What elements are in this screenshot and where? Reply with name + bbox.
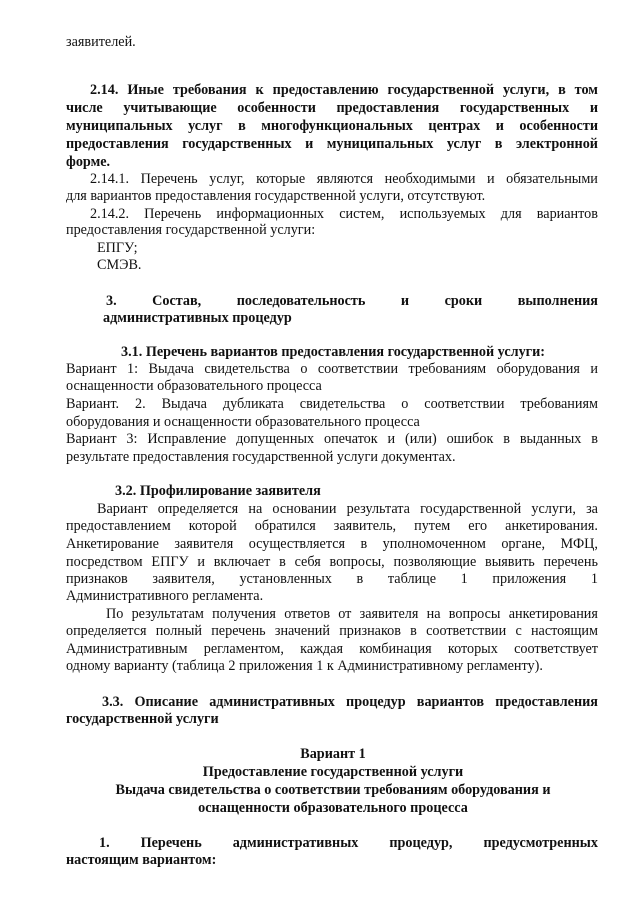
text-line: Административного регламента. xyxy=(66,588,264,604)
variant-subtitle: Выдача свидетельства о соответствии требованиям оборудования и xyxy=(115,782,551,798)
list-item-smev: СМЭВ. xyxy=(97,257,142,273)
text-line: заявителей. xyxy=(66,34,136,50)
section-heading-2-14-line: числе учитывающие особенности предоставления государственных и xyxy=(66,100,598,116)
section-heading-2-14: 2.14. Иные требования к предоставлению государственной услуги, в том xyxy=(90,82,598,98)
text-line: одному варианту (таблица 2 приложения 1 к Административному регламенту). xyxy=(66,658,543,674)
section-heading-2-14-line: форме. xyxy=(66,154,111,170)
variant-2-line: Вариант. 2. Выдача дубликата свидетельства о соответствии требованиям xyxy=(66,396,598,412)
text-line: предоставления государственной услуги: xyxy=(66,222,316,238)
variant-subtitle: Предоставление государственной услуги xyxy=(202,764,464,780)
paragraph-3-2-results: По результатам получения ответов от заявителя на вопросы анкетирования xyxy=(106,606,598,622)
variant-title: Вариант 1 xyxy=(300,746,366,762)
procedures-heading: 1. Перечень административных процедур, предусмотренных xyxy=(99,835,598,851)
variant-subtitle: оснащенности образовательного процесса xyxy=(198,800,468,816)
section-heading-3: 3. Состав, последовательность и сроки выполнения xyxy=(106,293,598,309)
text-line: для вариантов предоставления государственной услуги, отсутствуют. xyxy=(66,188,486,204)
section-heading-3-3: 3.3. Описание административных процедур вариантов предоставления xyxy=(102,694,598,710)
text-line: Анкетирование заявителя осуществляется в уполномоченном органе, МФЦ, xyxy=(66,536,598,552)
variant-3-line: Вариант 3: Исправление допущенных опечаток и (или) ошибок в выданных в xyxy=(66,431,598,447)
text-line: Административным регламентом, каждая комбинация которых соответствует xyxy=(66,641,598,657)
paragraph-3-2: Вариант определяется на основании результата государственной услуги, за xyxy=(97,501,598,517)
text-line: предоставлением которой обратился заявитель, путем его анкетирования. xyxy=(66,518,598,534)
section-heading-3-2: 3.2. Профилирование заявителя xyxy=(115,483,321,499)
variant-1-line: Вариант 1: Выдача свидетельства о соответствии требованиям оборудования и xyxy=(66,361,598,377)
text-line: определяется полный перечень значений признаков в соответствии с настоящим xyxy=(66,623,598,639)
section-heading-2-14-line: предоставления государственных и муниципальных услуг в электронной xyxy=(66,136,598,152)
text-line: результате предоставления государственной услуги документах. xyxy=(66,449,456,465)
list-item-epgu: ЕПГУ; xyxy=(97,240,138,256)
paragraph-2-14-2: 2.14.2. Перечень информационных систем, используемых для вариантов xyxy=(90,206,598,222)
section-heading-3-line: административных процедур xyxy=(103,310,292,326)
paragraph-2-14-1: 2.14.1. Перечень услуг, которые являются необходимыми и обязательными xyxy=(90,171,598,187)
section-heading-3-3-line: государственной услуги xyxy=(66,711,219,727)
text-line: признаков заявителя, установленных в таблице 1 приложения 1 xyxy=(66,571,598,587)
procedures-heading-line: настоящим вариантом: xyxy=(66,852,217,868)
text-line: оснащенности образовательного процесса xyxy=(66,378,322,394)
text-line: посредством ЕПГУ и включает в себя вопросы, позволяющие выявить перечень xyxy=(66,554,598,570)
text-line: оборудования и оснащенности образовательного процесса xyxy=(66,414,420,430)
section-heading-2-14-line: муниципальных услуг в многофункциональных центрах и особенности xyxy=(66,118,598,134)
section-heading-3-1: 3.1. Перечень вариантов предоставления государственной услуги: xyxy=(121,344,546,360)
